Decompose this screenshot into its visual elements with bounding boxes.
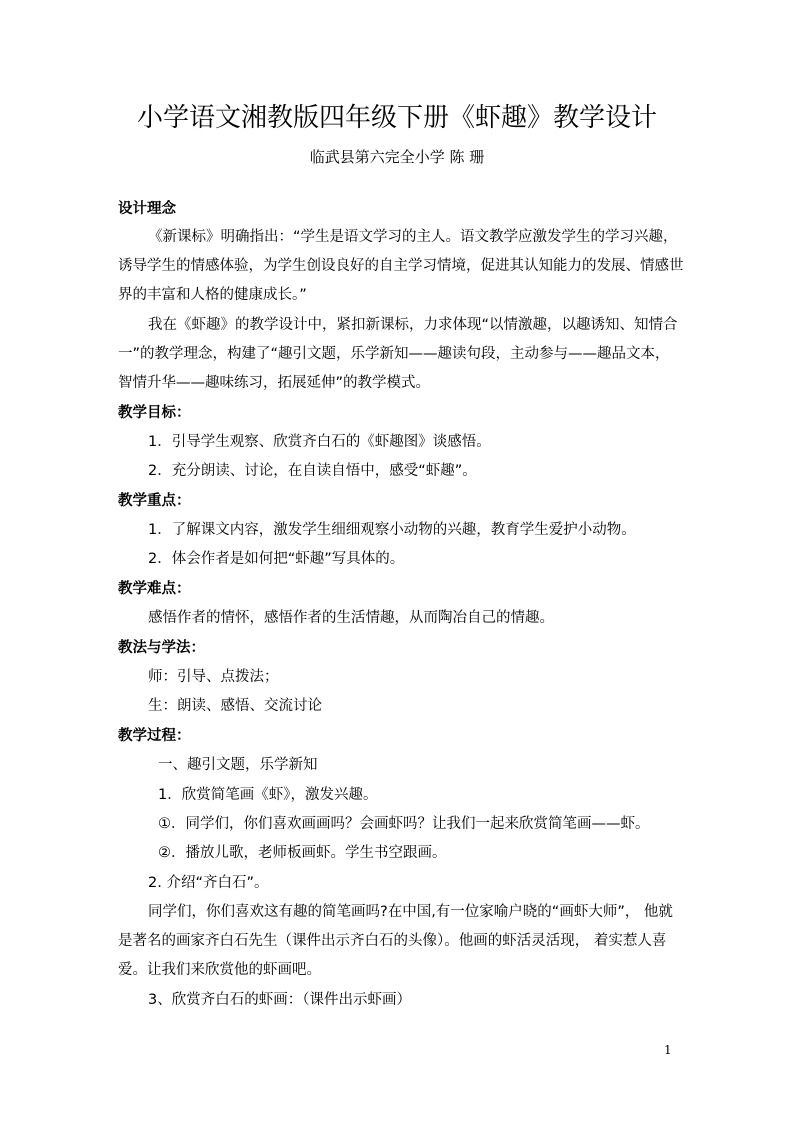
section-heading-methods: 教法与学法： — [118, 640, 205, 656]
list-item: 2．充分朗读、讨论，在自读自悟中，感受“虾趣”。 — [148, 463, 477, 479]
paragraph-line: 《新课标》明确指出：“学生是语文学习的主人。语文教学应激发学生的学习兴趣， — [148, 229, 678, 245]
paragraph-line: 界的丰富和人格的健康成长。” — [118, 287, 307, 303]
author-line: 临武县第六完全小学 陈 珊 — [309, 148, 485, 166]
section-heading-concept: 设计理念 — [118, 201, 176, 217]
section-heading-difficulty: 教学难点： — [118, 581, 191, 597]
page-number: 1 — [664, 1043, 672, 1057]
paragraph-line: 一”的教学理念，构建了“趣引文题，乐学新知——趣读句段，主动参与——趣品文本， — [118, 346, 670, 362]
list-item: ②．播放儿歌，老师板画虾。学生书空跟画。 — [158, 845, 447, 861]
list-item: 1．引导学生观察、欣赏齐白石的《虾趣图》谈感悟。 — [148, 434, 491, 450]
section-heading-goals: 教学目标： — [118, 405, 191, 421]
paragraph-line: 诱导学生的情感体验，为学生创设良好的自主学习情境，促进其认知能力的发展、情感世 — [118, 258, 684, 274]
list-item: 生：朗读、感悟、交流讨论 — [148, 698, 322, 714]
list-item: 2．体会作者是如何把“虾趣”写具体的。 — [148, 551, 405, 567]
list-item: ①．同学们，你们喜欢画画吗？会画虾吗？让我们一起来欣赏简笔画——虾。 — [158, 816, 650, 832]
list-item: 1．了解课文内容，激发学生细细观察小动物的兴趣，教育学生爱护小动物。 — [148, 522, 636, 538]
list-item: 1．欣赏简笔画《虾》，激发兴趣。 — [158, 787, 378, 803]
list-item: 2. 介绍“齐白石”。 — [148, 875, 269, 891]
paragraph-line: 是著名的画家齐白石先生（课件出示齐白石的头像）。他画的虾活灵活现， 着实惹人喜 — [118, 933, 667, 949]
list-item: 3、欣赏齐白石的虾画：（课件出示虾画） — [148, 992, 411, 1008]
paragraph-line: 智情升华——趣味练习，拓展延伸”的教学模式。 — [118, 375, 431, 391]
list-item: 感悟作者的情怀，感悟作者的生活情趣，从而陶冶自己的情趣。 — [148, 610, 554, 626]
paragraph-line: 我在《虾趣》的教学设计中，紧扣新课标，力求体现“以情激趣，以趣诱知、知情合 — [148, 317, 678, 333]
paragraph-line: 爱。让我们来欣赏他的虾画吧。 — [118, 962, 321, 978]
document-title: 小学语文湘教版四年级下册《虾趣》教学设计 — [136, 103, 657, 133]
section-heading-key-points: 教学重点： — [118, 493, 191, 509]
list-item: 一、趣引文题，乐学新知 — [158, 757, 318, 773]
section-heading-process: 教学过程： — [118, 728, 191, 744]
list-item: 师：引导、点拨法； — [148, 669, 279, 685]
paragraph-line: 同学们，你们喜欢这有趣的简笔画吗?在中国,有一位家喻户晓的“画虾大师”， 他就 — [148, 904, 673, 920]
